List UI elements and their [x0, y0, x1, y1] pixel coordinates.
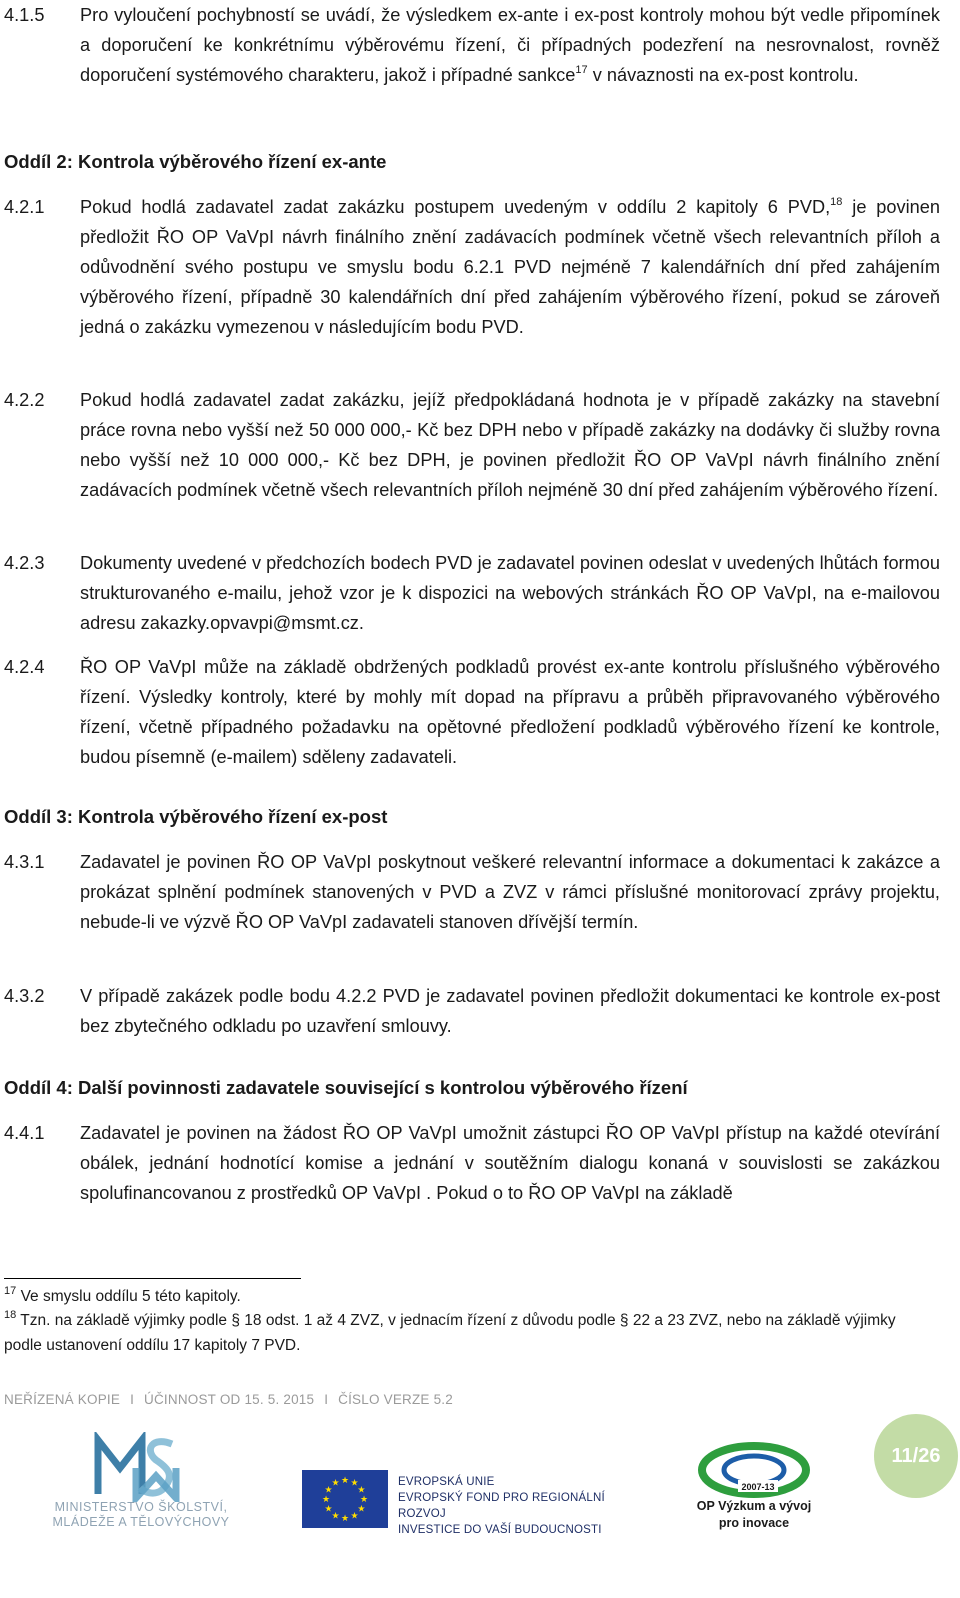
paragraph-number: 4.2.1 [4, 197, 45, 217]
eu-star-icon: ★ [321, 1494, 331, 1504]
paragraph-number: 4.2.3 [4, 553, 45, 573]
footer-effective-date: ÚČINNOST OD 15. 5. 2015 [144, 1392, 315, 1407]
paragraph-text: V případě zakázek podle bodu 4.2.2 PVD je zadavatel povinen předložit dokumentaci ke kontrole ex-post bez zbytečného odkladu po uzavření smlouvy. [80, 986, 940, 1036]
paragraph-4-2-3 [4, 548, 940, 638]
paragraph-4-2-1 [4, 192, 940, 342]
eu-star-icon: ★ [340, 1513, 350, 1523]
op-vavpi-emblem-icon [684, 1440, 824, 1500]
op-vavpi-name: OP Výzkum a vývoj pro inovace [696, 1499, 812, 1530]
msmt-logo [40, 1432, 240, 1532]
paragraph-number: 4.4.1 [4, 1123, 45, 1143]
footnote-ref-17[interactable]: 17 [575, 64, 588, 76]
paragraph-4-1-5 [4, 0, 940, 90]
paragraph-number: 4.2.2 [4, 390, 45, 410]
paragraph-text: Pro vyloučení pochybností se uvádí, že výsledkem ex-ante i ex-post kontroly mohou být vedle připomínek a doporučení ke konkrétnímu výběrovému řízení, či případných podezření na nesrovnalost, rovněž doporučení systémového charakteru, jakož i případné sankce$^{17}$ v návaznosti na ex-post kontrolu. [80, 5, 940, 85]
footnote-ref-18[interactable]: 18 [830, 196, 843, 208]
paragraph-4-3-2 [4, 981, 940, 1041]
paragraph-number: 4.3.2 [4, 986, 45, 1006]
section-heading-2: Oddíl 2: Kontrola výběrového řízení ex-ante [4, 151, 387, 172]
footnote-18 [4, 1308, 934, 1358]
document-footer: NEŘÍZENÁ KOPIE I ÚČINNOST OD 15. 5. 2015 I ČÍSLO VERZE 5.2 [4, 1392, 453, 1407]
eu-star-icon: ★ [350, 1477, 359, 1488]
paragraph-text: Pokud hodlá zadavatel zadat zakázku postupem uvedeným v oddílu 2 kapitoly 6 PVD,$^{18}$ je povinen předložit ŘO OP VaVpI návrh finálního znění zadávacích podmínek včetně všech relevantních příloh a odůvodnění svého postupu ve smyslu bodu 6.2.1 PVD nejméně 7 kalendářních dní před zahájením výběrového řízení, případně 30 kalendářních dní před zahájením výběrového řízení, pokud se zároveň jedná o zakázku vymezenou v následujícím bodu PVD. [80, 196, 940, 337]
msmt-emblem-icon [40, 1432, 240, 1502]
footnote-number: 18 [4, 1309, 17, 1321]
paragraph-text: ŘO OP VaVpI může na základě obdržených podkladů provést ex-ante kontrolu příslušného výběrového řízení. Výsledky kontroly, které by mohly mít dopad na přípravu a průběh připravovaného výběrového řízení, včetně případného požadavku na opětovné předložení podkladů výběrového řízení ke kontrole, budou písemně (e-mailem) sděleny zadavateli. [80, 657, 940, 767]
svg-text:2007-13: 2007-13 [741, 1482, 775, 1492]
op-vavpi-logo [684, 1440, 834, 1540]
footnote-divider [4, 1278, 301, 1279]
paragraph-text: Dokumenty uvedené v předchozích bodech PVD je zadavatel povinen odeslat v uvedených lhůtách formou strukturovaného e-mailu, jehož vzor je k dispozici na webových stránkách ŘO OP VaVpI, na e-mailovou adresu zakazky.opvavpi@msmt.cz. [80, 553, 940, 633]
paragraph-text: Zadavatel je povinen ŘO OP VaVpI poskytnout veškeré relevantní informace a dokumentaci k zakázce a prokázat splnění podmínek stanovených v PVD a ZVZ v rámci příslušné monitorovací zprávy projektu, nebude-li ve výzvě ŘO OP VaVpI zadavateli stanoven dřívější termín. [80, 852, 940, 932]
eu-star-icon: ★ [340, 1475, 350, 1485]
eu-star-icon: ★ [350, 1510, 359, 1521]
section-heading-4: Oddíl 4: Další povinnosti zadavatele související s kontrolou výběrového řízení [4, 1077, 688, 1098]
paragraph-text: Pokud hodlá zadavatel zadat zakázku, jejíž předpokládaná hodnota je v případě zakázky na stavební práce rovna nebo vyšší než 50 000 000,- Kč bez DPH nebo v případě zakázky na dodávky či služby rovna nebo vyšší než 10 000 000,- Kč bez DPH, je povinen předložit ŘO OP VaVpI návrh finálního znění zadávacích podmínek včetně všech relevantních příloh nejméně 30 dní před zahájením výběrového řízení. [80, 390, 940, 500]
msmt-name: MINISTERSTVO ŠKOLSTVÍ, MLÁDEŽE A TĚLOVÝCHOVY [52, 1500, 230, 1529]
paragraph-text: Zadavatel je povinen na žádost ŘO OP VaVpI umožnit zástupci ŘO OP VaVpI přístup na každé otevírání obálek, jednání hodnotící komise a jednání v soutěžním dialogu konaná v souvislosti se zakázkou spolufinancovanou z prostředků OP VaVpI . Pokud o to ŘO OP VaVpI na základě [80, 1123, 940, 1203]
footnote-number: 17 [4, 1285, 17, 1297]
eu-star-icon: ★ [359, 1494, 369, 1504]
eu-flag-icon [302, 1470, 388, 1528]
paragraph-4-4-1 [4, 1118, 940, 1208]
paragraph-number: 4.3.1 [4, 852, 45, 872]
footnote-text: Tzn. na základě výjimky podle § 18 odst. 1 až 4 ZVZ, v jednacím řízení z důvodu podle § 22 a 23 ZVZ, nebo na základě výjimky podle ustanovení oddílu 17 kapitoly 7 PVD. [4, 1312, 896, 1354]
paragraph-number: 4.2.4 [4, 657, 45, 677]
footer-copy-status: NEŘÍZENÁ KOPIE [4, 1392, 121, 1407]
paragraph-4-3-1 [4, 847, 940, 937]
footnote-17 [4, 1284, 934, 1309]
page-number-badge: 11/26 [874, 1414, 958, 1498]
paragraph-4-2-2 [4, 385, 940, 505]
eu-star-icon: ★ [331, 1510, 340, 1521]
paragraph-4-2-4 [4, 652, 940, 772]
eu-star-icon: ★ [331, 1477, 340, 1488]
footer-version: ČÍSLO VERZE 5.2 [338, 1392, 453, 1407]
footnote-text: Ve smyslu oddílu 5 této kapitoly. [20, 1288, 241, 1305]
eu-star-icon: ★ [357, 1484, 366, 1495]
eu-erdf-logo [302, 1470, 612, 1536]
eu-text: EVROPSKÁ UNIE EVROPSKÝ FOND PRO REGIONÁLNÍ ROZVOJ INVESTICE DO VAŠÍ BUDOUCNOSTI [398, 1476, 605, 1536]
section-heading-3: Oddíl 3: Kontrola výběrového řízení ex-post [4, 806, 388, 827]
eu-star-icon: ★ [357, 1503, 366, 1514]
paragraph-number: 4.1.5 [4, 5, 45, 25]
eu-star-icon: ★ [324, 1484, 333, 1495]
eu-star-icon: ★ [324, 1503, 333, 1514]
